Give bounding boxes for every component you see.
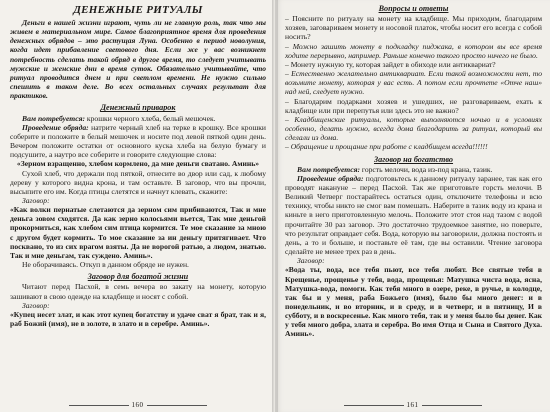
question-item: – Благодарим подарками хозяев и ушедших, не разговариваем, ехать к кладбище или при перепутья или здесь это не важно?	[285, 96, 542, 115]
zagovor-label: Заговор:	[22, 195, 50, 205]
section-title-money-ritual: Денежный приварок	[100, 103, 176, 113]
page-number: 160	[131, 400, 144, 409]
procedure-text: подготовьтесь к данному ритуалу заранее, так как его проводят накануне – перед Пасхой. Так же приготовьте горсть мелочи. В Великий Четверг постарайтесь остаться один, отключите телефоны и всю технику, чтобы никто не смог вам помешать. Наберите в тазик воду из крана и киньте в него приготовленную мелочь. Положите этот стоя над тазом с водой прочитайте 30 раз заговор. Это достаточно трудоемкое занятие, но поверьте, что результат оправдает себя. Вода, которую вы заговорили, должна постоять и день, а то и больше, и поставьте её там, где вы оставили. Чтение заговора сделайте не менее трех раз в день.	[285, 173, 542, 257]
folio-rule	[147, 405, 207, 406]
zagovor-label-3: Заговор:	[297, 256, 325, 266]
answer-item: – Можно зашить монету в подкладку пиджака, в котором вы все время ходите перерывно, например. Раньше конечно такого просто ничего не было.	[285, 41, 542, 60]
answer-item: – Естественно желательно антиквариат. Если такой возможности нет, то возьмите монету, которая у вас есть. А потом если прочтете «Отче наш» над ней, следует нужно.	[285, 69, 542, 97]
spell-text-long: «Как волки пернатые слетаются да зерном сим прибиваются, Так и мне деньга зовом сходятся. Да как зерно колосьями вьется, Так мне деньгой прокормиться, как хлебом сим птица кормится. Те мое сказание за мною с другом будет кормить. То мое сказание за ин деньгу притягивает. Что посквано, то из сих врагом взяты. Да не ворогой ратью, а людом, знатью. Так и мне деньгам, так суждено. Аминь».	[10, 205, 266, 260]
page-title: ДЕНЕЖНЫЕ РИТУАЛЫ	[73, 4, 203, 16]
rich-life-paragraph: Читают перед Пасхой, в семь вечера во закату на монету, которую зашивают в свою одежде на кладбище и носят с собой.	[10, 282, 266, 301]
spell-text-water: «Вода ты, вода, все тебя пьют, все тебя любят. Все святые тебя в Крещенье, прощенье у тебя, вода, прощенья: Матушка чиста вода, ясна, Матушка-вода, помоги. Как тебя много в озере, реке, в ручье, в колодце, так бы и у меня, раба Божьего (имя), было бы много денег: и в понедельник, и во вторник, и в среду, и в четверг, и в пятницу, И в субботу, и в воскресенье. Как много тебя, так и у меня было бы денег. Как у тебя много добра, злата и серебра. Во имя Отца и Сына и Святого Духа. Аминь».	[285, 265, 542, 339]
question-item: – Монету нужную ту, которая зайдет в обиходе или антиквариат?	[285, 59, 496, 69]
requirements-label: Вам потребуется:	[22, 113, 86, 123]
procedure-text: натрите черный хлеб на терке в крошку. Все крошки соберите и положите в белый мешочек и носите под левой пяткой один день. Вечером положите остатки от основного куска хлеба на белую бумагу и подсушите, а наутро все соберите и говорите следующие слова:	[10, 122, 266, 160]
right-page	[275, 0, 550, 412]
spell-text-rich-life: «Купец несет злат, и как этот купец богатству и удаче сват я брат, так и я, раб Божий (имя), не в золоте, в злато и в серебре. Аминь».	[10, 309, 266, 328]
page-number-left	[0, 401, 275, 410]
procedure-paragraph	[10, 123, 266, 160]
folio-rule	[344, 405, 404, 406]
book-gutter	[272, 0, 278, 412]
qa-list	[285, 14, 542, 151]
page-number-right	[275, 401, 550, 410]
intro-paragraph: Деньги в нашей жизни играют, чуть ли не главную роль, так что мы живем в материальном мире. Самое благоприятное время для проведения денежных обрядов – это растущая Луна. Особенно в период новолуния, когда идет прибавление светового дня. Если же у вас возникнет потребность сделать такой обряд в другое время, то следует учитывать мужские и женские дни в время суток. Обязательно учитывайте, что ритуал проводится днем и при светлом времени. Не нужно сильно спешить в таком деле. Во всех остальных случаях результат для практиков.	[10, 18, 266, 101]
zagovor-label-2: Заговор:	[22, 300, 50, 310]
requirements-text: горсть мелочи, вода из-под крана, тазик.	[360, 164, 493, 174]
folio-rule	[69, 405, 129, 406]
requirements-paragraph-2	[285, 165, 542, 174]
requirements-text: крошки черного хлеба, белый мешочек.	[85, 113, 216, 123]
spell-text: «Зерном взращенно, хлебом кормлено, да мне деньги сватано. Аминь»	[16, 159, 260, 169]
section-title-qa: Вопросы и ответы	[378, 4, 449, 13]
requirements-paragraph	[10, 114, 266, 123]
answer-item: – Обращение и прощание при работе с кладбищем всегда!!!!!!	[285, 142, 488, 152]
page-number: 161	[406, 400, 419, 409]
closing-paragraph: Не оборачиваясь. Откуп в данном обряде не нужен.	[22, 260, 189, 270]
procedure-label: Проведение обряда:	[22, 122, 89, 132]
folio-rule	[422, 405, 482, 406]
answer-item: – Кладбищенские ритуалы, которые выполняются ночью и в условиях особенно, делать нужно, всегда дома благодарить за ритуал, который вы сделали из дома.	[285, 114, 542, 143]
section-title-rich-life: Заговор для богатой жизни	[87, 272, 189, 282]
requirements-label: Вам потребуется:	[297, 164, 361, 174]
section-title-wealth: Заговор на богатство	[373, 154, 454, 164]
procedure-label: Проведение обряда:	[297, 173, 364, 183]
question-item: – Поясните по ритуалу на монету на кладбище. Мы приходим, благодарим хозяев, заговариваем монету и носовой платок, чтобы носит его всегда с собой носить?	[285, 14, 542, 42]
procedure-paragraph-2	[285, 174, 542, 256]
instructions-paragraph: Сухой хлеб, что держали под пяткой, отнесите во двор или сад, к любому дереву у которого видна крона, и там оставьте. В заговор, что вы прочли, высыпите его им. Когда птицы слетятся и начнут клевать, скажите:	[10, 168, 266, 196]
